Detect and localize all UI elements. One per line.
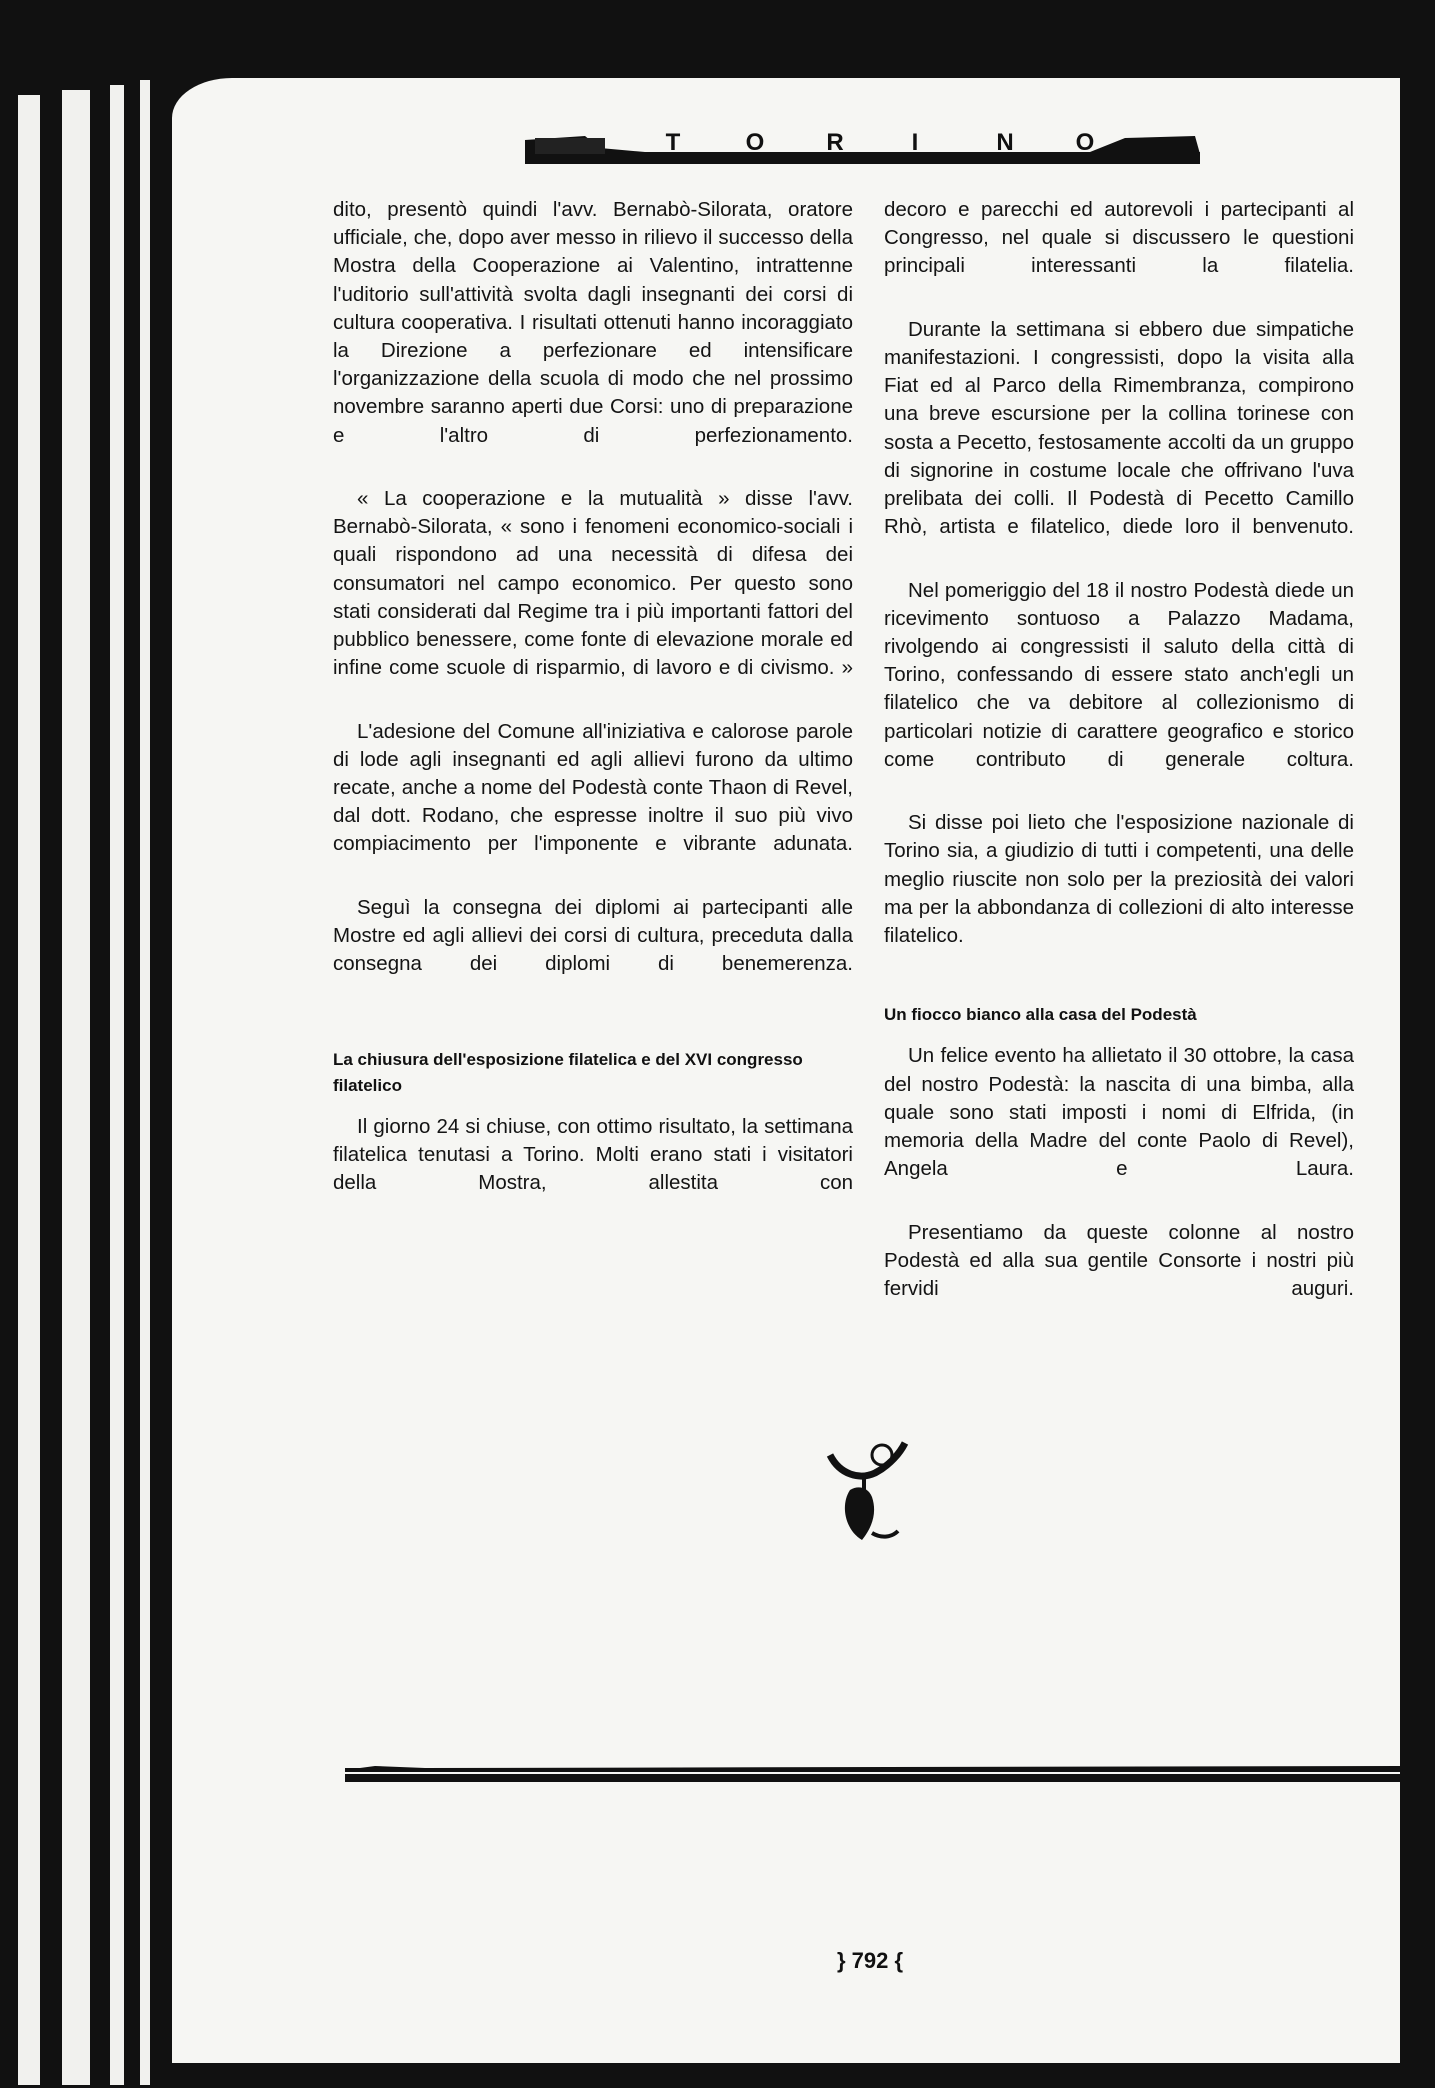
article-paragraph: Presentiamo da queste colonne al nostro Podestà ed alla sua gentile Consorte i nostri più fervidi auguri. (884, 1220, 1354, 1301)
article-paragraph: Nel pomeriggio del 18 il nostro Podestà diede un ricevimento sontuoso a Palazzo Madama, rivolgendo ai congressisti il saluto della città di Torino, confessando di essere stato anch'egli un filatelico che va debitore al collezionismo di particolari notizie di carattere geografico e storico come contributo di generale coltura. (884, 578, 1354, 771)
article-paragraph: decoro e parecchi ed autorevoli i partecipanti al Congresso, nel quale si discussero le questioni principali interessanti la filatelia. (884, 198, 1354, 278)
header-letter: O (745, 129, 765, 156)
header-letter: T (665, 129, 681, 156)
section-title: Un fiocco bianco alla casa del Podestà (884, 1005, 1197, 1025)
page-edge-1 (18, 95, 40, 2085)
ornament-tailpiece-icon (820, 1435, 910, 1545)
page-edge-4 (140, 80, 150, 2085)
left-column (333, 196, 853, 1233)
article-paragraph: « La cooperazione e la mutualità » disse l'avv. Bernabò-Silorata, « sono i fenomeni economico-sociali i quali rispondono ad una necessità di difesa dei consumatori nel campo economico. Per questo sono stati considerati dal Regime tra i più importanti fattori del pubblico benessere, come fonte di elevazione morale ed infine come scuole di risparmio, di lavoro e di civismo. » (333, 487, 853, 680)
page-number-value: 792 (851, 1948, 889, 1973)
page-number (820, 1948, 920, 1974)
article-paragraph: Durante la settimana si ebbero due simpatiche manifestazioni. I congressisti, dopo la visita alla Fiat ed al Parco della Rimembranza, compirono una breve escursione per la collina torinese con sosta a Pecetto, festosamente accolti da un gruppo di signorine in costume locale che offrivano l'uva prelibata dei colli. Il Podestà di Pecetto Camillo Rhò, artista e filatelico, diede loro il benvenuto. (884, 317, 1354, 539)
article-paragraph: Un felice evento ha allietato il 30 ottobre, la casa del nostro Podestà: la nascita di una bimba, alla quale sono stati imposti i nomi di Elfrida, (in memoria della Madre del conte Paolo di Revel), Angela e Laura. (884, 1044, 1354, 1181)
header-banner-icon (525, 134, 1200, 164)
article-paragraph: dito, presentò quindi l'avv. Bernabò-Silorata, oratore ufficiale, che, dopo aver messo in rilievo il successo della Mostra della Cooperazione ai Valentino, intrattenne l'uditorio sull'attività svolta dagli insegnanti dei corsi di cultura cooperativa. I risultati ottenuti hanno incoraggiato la Direzione a perfezionare ed intensificare l'organizzazione della scuola di modo che nel prossimo novembre saranno aperti due Corsi: uno di preparazione e l'altro di perfezionamento. (333, 198, 853, 447)
bracket-right-icon: { (894, 1948, 904, 1973)
decorative-rule-icon (345, 1762, 1400, 1788)
header-letter: R (826, 129, 844, 156)
section-title: La chiusura dell'esposizione filatelica e del XVI congresso filatelico (333, 1049, 803, 1095)
article-paragraph: Il giorno 24 si chiuse, con ottimo risultato, la settimana filatelica tenutasi a Torino. Molti erano stati i visitatori della Mostra, allestita con (333, 1114, 853, 1195)
page-edge-2 (62, 90, 90, 2085)
article-paragraph: Seguì la consegna dei diplomi ai partecipanti alle Mostre ed agli allievi dei corsi di cultura, preceduta dalla consegna dei diplomi di benemerenza. (333, 895, 853, 976)
header-letter: N (996, 129, 1014, 156)
article-paragraph: L'adesione del Comune all'iniziativa e calorose parole di lode agli insegnanti ed agli allievi furono da ultimo recate, anche a nome del Podestà conte Thaon di Revel, dal dott. Rodano, che espresse inoltre il suo più vivo compiacimento per l'imponente e vibrante adunata. (333, 719, 853, 856)
page-edge-3 (110, 85, 124, 2085)
header-letter: O (1075, 129, 1095, 156)
article-paragraph: Si disse poi lieto che l'esposizione nazionale di Torino sia, a giudizio di tutti i competenti, una delle meglio riuscite non solo per la preziosità dei valori ma per la abbondanza di collezioni di alto interesse filatelico. (884, 811, 1354, 948)
header-letter: I (911, 129, 919, 156)
bracket-left-icon: } (836, 1948, 846, 1973)
right-column (884, 196, 1354, 1339)
